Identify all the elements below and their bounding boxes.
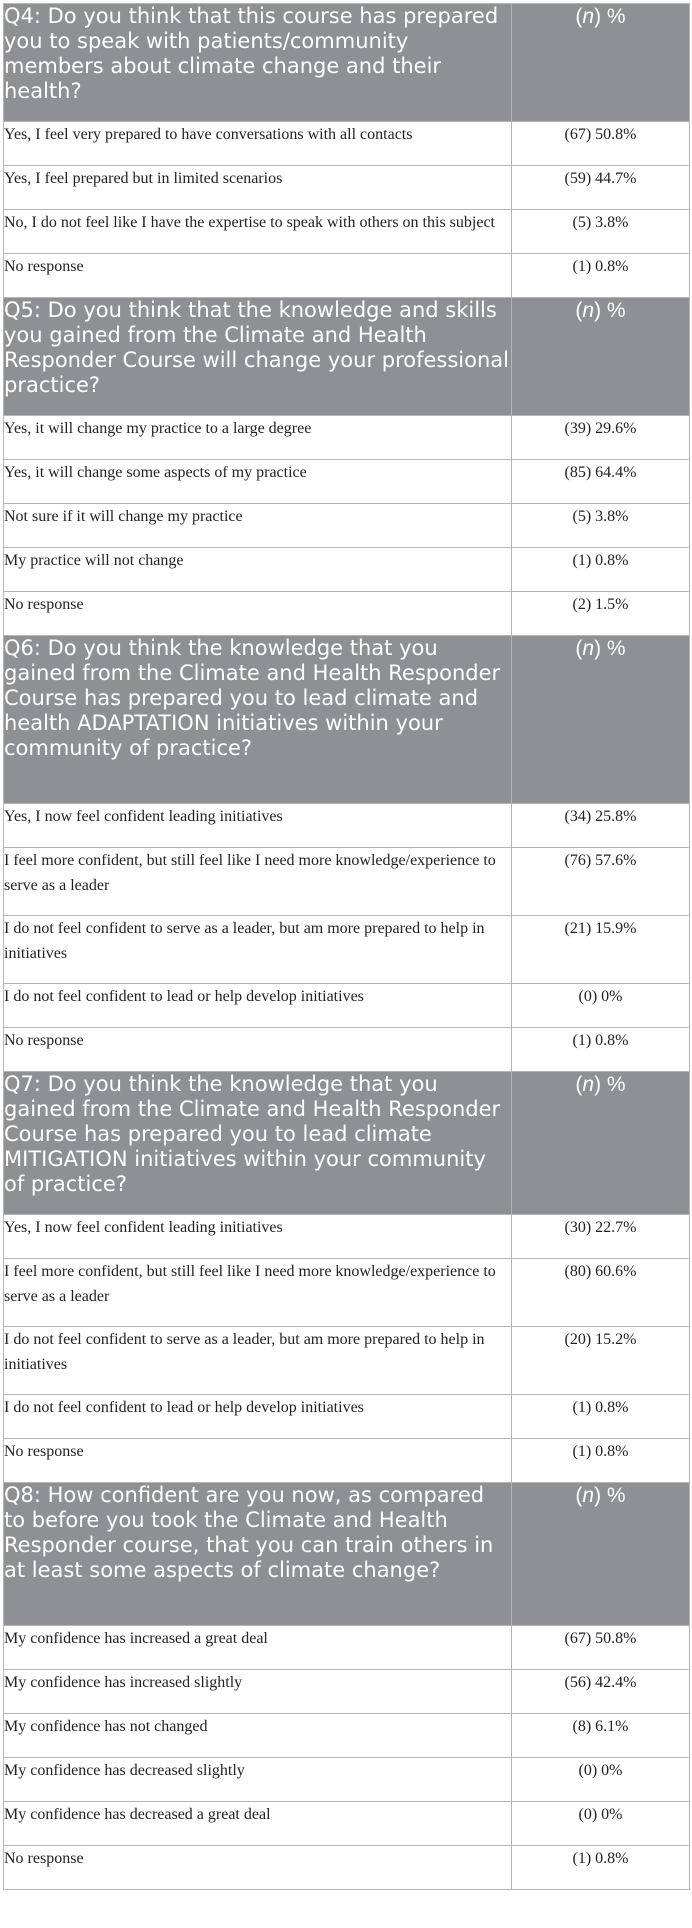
answer-row: [4, 1758, 690, 1802]
answer-label: Yes, I feel very prepared to have conversations with all contacts: [4, 122, 512, 166]
answer-count-percent: (56) 42.4%: [512, 1670, 690, 1714]
answer-row: [4, 848, 690, 916]
answer-label: I feel more confident, but still feel like I need more knowledge/experience to serve as a leader: [4, 848, 512, 916]
answer-count-percent: (1) 0.8%: [512, 1439, 690, 1483]
n-label: n: [582, 1073, 595, 1096]
answer-row: [4, 548, 690, 592]
answer-row: [4, 1439, 690, 1483]
n-percent-header: (n) %: [512, 1072, 690, 1215]
answer-count-percent: (1) 0.8%: [512, 548, 690, 592]
answer-count-percent: (1) 0.8%: [512, 1028, 690, 1072]
percent-label: %: [606, 637, 626, 660]
answer-label: My practice will not change: [4, 548, 512, 592]
percent-label: %: [606, 1484, 626, 1507]
answer-row: [4, 504, 690, 548]
question-text: Q4: Do you think that this course has prepared you to speak with patients/community members about climate change and their health?: [4, 4, 512, 122]
question-header-row: [4, 4, 690, 122]
question-header-row: [4, 636, 690, 804]
answer-count-percent: (8) 6.1%: [512, 1714, 690, 1758]
answer-count-percent: (76) 57.6%: [512, 848, 690, 916]
answer-label: Yes, I feel prepared but in limited scenarios: [4, 166, 512, 210]
answer-count-percent: (59) 44.7%: [512, 166, 690, 210]
question-text: Q5: Do you think that the knowledge and skills you gained from the Climate and Health Responder Course will change your professional practice?: [4, 298, 512, 416]
answer-count-percent: (85) 64.4%: [512, 460, 690, 504]
answer-label: Yes, it will change my practice to a large degree: [4, 416, 512, 460]
answer-count-percent: (67) 50.8%: [512, 1626, 690, 1670]
answer-label: My confidence has not changed: [4, 1714, 512, 1758]
answer-count-percent: (1) 0.8%: [512, 1846, 690, 1890]
answer-label: My confidence has decreased a great deal: [4, 1802, 512, 1846]
answer-count-percent: (0) 0%: [512, 1758, 690, 1802]
answer-row: [4, 1259, 690, 1327]
answer-count-percent: (67) 50.8%: [512, 122, 690, 166]
answer-label: My confidence has increased a great deal: [4, 1626, 512, 1670]
answer-row: [4, 1327, 690, 1395]
answer-row: [4, 416, 690, 460]
answer-row: [4, 1395, 690, 1439]
answer-label: My confidence has decreased slightly: [4, 1758, 512, 1802]
answer-row: [4, 210, 690, 254]
answer-row: [4, 1714, 690, 1758]
percent-label: %: [606, 299, 626, 322]
answer-label: I do not feel confident to lead or help develop initiatives: [4, 1395, 512, 1439]
answer-label: No response: [4, 1846, 512, 1890]
answer-label: I do not feel confident to serve as a leader, but am more prepared to help in initiatives: [4, 916, 512, 984]
n-percent-header: (n) %: [512, 1483, 690, 1626]
answer-row: [4, 916, 690, 984]
answer-row: [4, 1028, 690, 1072]
answer-row: [4, 1802, 690, 1846]
question-text: Q8: How confident are you now, as compared to before you took the Climate and Health Responder course, that you can train others in at least some aspects of climate change?: [4, 1483, 512, 1626]
answer-row: [4, 1670, 690, 1714]
answer-row: [4, 166, 690, 210]
answer-label: I feel more confident, but still feel like I need more knowledge/experience to serve as a leader: [4, 1259, 512, 1327]
answer-count-percent: (1) 0.8%: [512, 1395, 690, 1439]
question-header-row: [4, 1483, 690, 1626]
answer-label: Yes, I now feel confident leading initiatives: [4, 1215, 512, 1259]
answer-count-percent: (39) 29.6%: [512, 416, 690, 460]
n-label: n: [582, 5, 595, 28]
answer-count-percent: (0) 0%: [512, 984, 690, 1028]
answer-row: [4, 254, 690, 298]
answer-count-percent: (1) 0.8%: [512, 254, 690, 298]
answer-row: [4, 984, 690, 1028]
answer-label: Not sure if it will change my practice: [4, 504, 512, 548]
answer-count-percent: (21) 15.9%: [512, 916, 690, 984]
answer-count-percent: (5) 3.8%: [512, 210, 690, 254]
answer-count-percent: (5) 3.8%: [512, 504, 690, 548]
answer-count-percent: (30) 22.7%: [512, 1215, 690, 1259]
survey-results-table: [3, 3, 690, 1890]
percent-label: %: [606, 5, 626, 28]
question-text: Q6: Do you think the knowledge that you gained from the Climate and Health Responder Course has prepared you to lead climate and health ADAPTATION initiatives within your community of practice?: [4, 636, 512, 804]
answer-row: [4, 1626, 690, 1670]
n-percent-header: (n) %: [512, 4, 690, 122]
answer-label: No, I do not feel like I have the expertise to speak with others on this subject: [4, 210, 512, 254]
n-percent-header: (n) %: [512, 298, 690, 416]
n-label: n: [582, 1484, 595, 1507]
answer-count-percent: (80) 60.6%: [512, 1259, 690, 1327]
answer-row: [4, 122, 690, 166]
answer-row: [4, 1846, 690, 1890]
answer-label: No response: [4, 1439, 512, 1483]
n-label: n: [582, 637, 595, 660]
answer-count-percent: (2) 1.5%: [512, 592, 690, 636]
question-header-row: [4, 298, 690, 416]
question-text: Q7: Do you think the knowledge that you gained from the Climate and Health Responder Course has prepared you to lead climate MITIGATION initiatives within your community of practice?: [4, 1072, 512, 1215]
answer-label: No response: [4, 592, 512, 636]
answer-count-percent: (34) 25.8%: [512, 804, 690, 848]
answer-label: No response: [4, 1028, 512, 1072]
answer-label: I do not feel confident to lead or help develop initiatives: [4, 984, 512, 1028]
answer-label: My confidence has increased slightly: [4, 1670, 512, 1714]
percent-label: %: [606, 1073, 626, 1096]
answer-row: [4, 804, 690, 848]
answer-label: Yes, I now feel confident leading initiatives: [4, 804, 512, 848]
question-header-row: [4, 1072, 690, 1215]
answer-count-percent: (20) 15.2%: [512, 1327, 690, 1395]
answer-label: Yes, it will change some aspects of my practice: [4, 460, 512, 504]
answer-row: [4, 592, 690, 636]
answer-label: No response: [4, 254, 512, 298]
n-label: n: [582, 299, 595, 322]
answer-row: [4, 1215, 690, 1259]
answer-row: [4, 460, 690, 504]
answer-count-percent: (0) 0%: [512, 1802, 690, 1846]
answer-label: I do not feel confident to serve as a leader, but am more prepared to help in initiatives: [4, 1327, 512, 1395]
n-percent-header: (n) %: [512, 636, 690, 804]
